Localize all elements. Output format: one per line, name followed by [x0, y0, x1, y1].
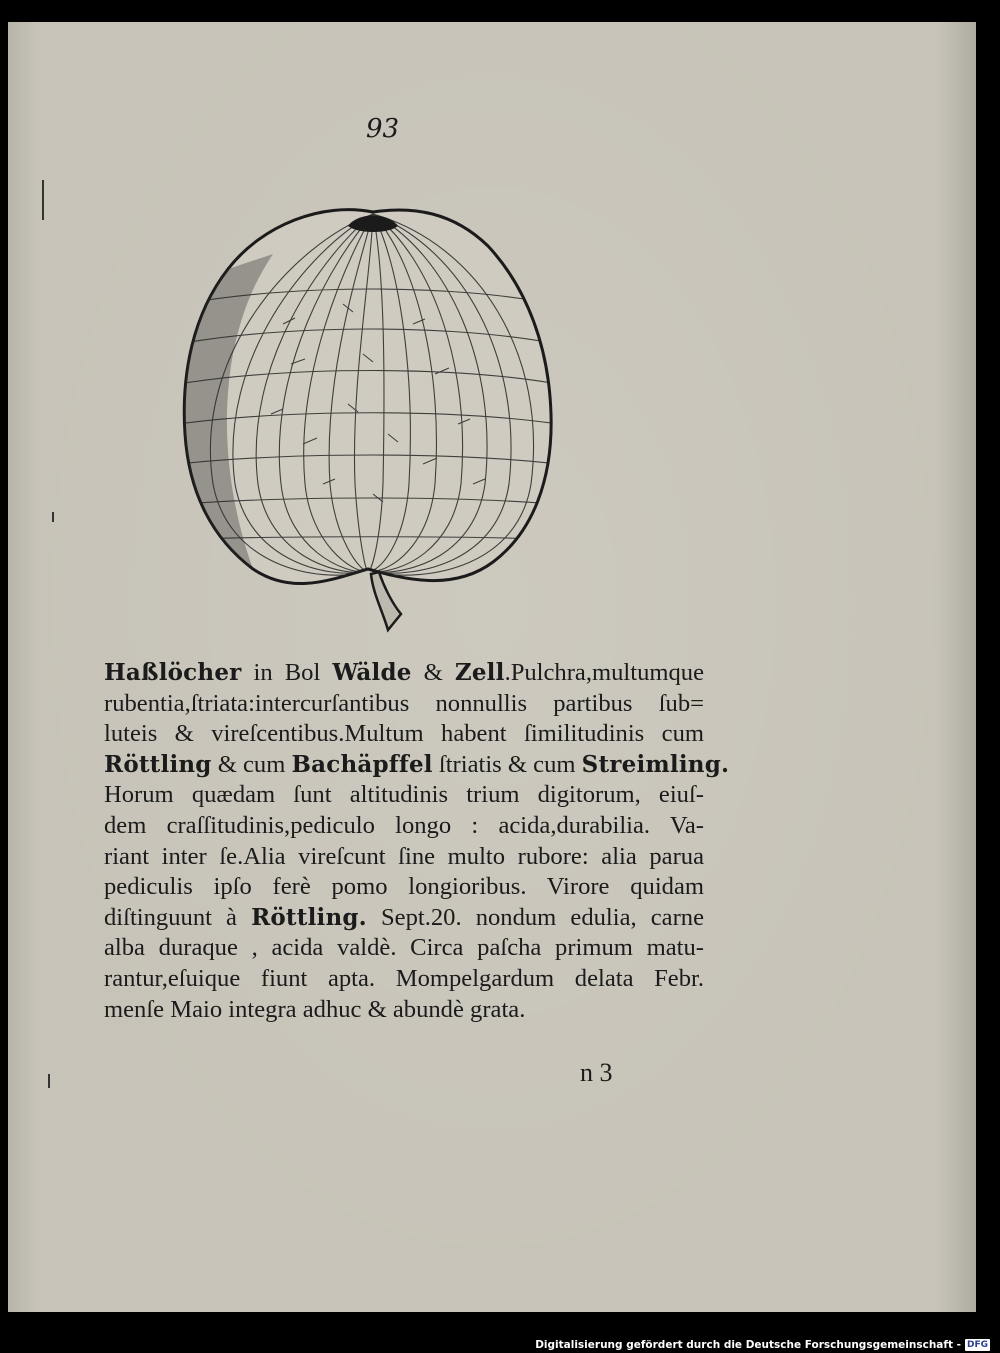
- text-run: luteis & vireſcentibus.Multum habent ſimilitudinis cum: [104, 720, 704, 748]
- text-run: .Pulchra,multumque: [504, 659, 705, 686]
- text-line: [104, 719, 704, 750]
- text-run: riant inter ſe.Alia vireſcunt ſine multo rubore: alia parua: [104, 842, 704, 870]
- blackletter-term: Bachäpffel: [291, 750, 433, 778]
- text-line: [104, 811, 704, 842]
- text-run: pediculis ipſo ferè pomo longioribus. Virore quidam: [104, 873, 704, 901]
- dfg-logo: DFG: [966, 1340, 988, 1350]
- text-line: [104, 872, 704, 903]
- text-run: rubentia,ſtriata:intercurſantibus nonnullis partibus ſub=: [104, 689, 704, 717]
- apple-woodcut-illustration: [173, 184, 563, 639]
- page-number: 93: [366, 114, 400, 144]
- text-run: dem craſſitudinis,pediculo longo : acida,durabilia. Va-: [104, 811, 704, 839]
- text-line: [104, 750, 730, 781]
- text-run: alba duraque , acida valdè. Circa paſcha primum matu-: [104, 934, 704, 962]
- text-run: ſtriatis & cum: [432, 750, 582, 778]
- text-run: Horum quædam ſunt altitudinis trium digitorum, eiuſ-: [104, 781, 704, 809]
- description-paragraph: [104, 658, 730, 1025]
- blackletter-term: Wälde: [332, 659, 412, 686]
- blackletter-term: Zell: [454, 659, 505, 686]
- margin-mark: [52, 512, 56, 522]
- book-page: [8, 22, 976, 1312]
- signature-mark: n 3: [580, 1058, 613, 1087]
- margin-mark: [42, 180, 48, 220]
- text-run: in Bol: [241, 659, 333, 686]
- text-run: & cum: [211, 750, 292, 778]
- credit-text: Digitalisierung gefördert durch die Deutsche Forschungsgemeinschaft -: [535, 1339, 961, 1351]
- blackletter-term: Röttling: [104, 750, 212, 778]
- text-run: menſe Maio integra adhuc & abundè grata.: [104, 995, 526, 1023]
- text-line: [104, 658, 704, 689]
- text-run: &: [411, 659, 455, 686]
- text-run: rantur,eſuique fiunt apta. Mompelgardum delata Febr.: [104, 964, 704, 992]
- margin-mark: [48, 1074, 52, 1088]
- text-line: [104, 780, 704, 811]
- text-line: [104, 933, 704, 964]
- blackletter-term: Haßlöcher: [104, 659, 242, 686]
- text-line: [104, 964, 704, 995]
- text-line: [104, 995, 704, 1026]
- digitization-credit: [535, 1338, 990, 1352]
- text-line: [104, 842, 704, 873]
- blackletter-term: Röttling.: [251, 903, 367, 931]
- text-line: [104, 903, 704, 934]
- blackletter-term: Streimling.: [581, 750, 730, 778]
- text-run: diſtinguunt à: [104, 903, 252, 931]
- text-line: [104, 689, 704, 720]
- text-run: Sept.20. nondum edulia, carne: [366, 903, 704, 931]
